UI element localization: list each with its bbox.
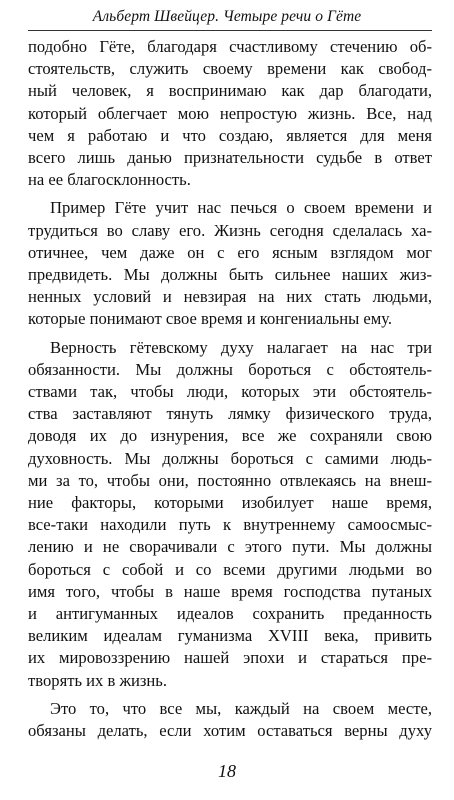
paragraph — [28, 36, 432, 191]
text-line: Верность гётевскому духу налагает на нас три — [50, 337, 432, 357]
running-head: Альберт Швейцер. Четыре речи о Гёте — [92, 8, 362, 25]
text-line: Это то, что все мы, каждый на своем месте, — [50, 698, 432, 718]
text-line: на ее благосклонность. — [28, 170, 191, 190]
text-line: духовность. Мы должны бороться с самими людь- — [28, 448, 432, 468]
text-line: трудиться во славу его. Жизнь сегодня сделалась ха- — [28, 220, 432, 240]
paragraph — [28, 197, 432, 330]
text-line: бороться с собой и со всеми другими людьми во — [28, 559, 432, 579]
text-line: великим идеалам гуманизма XVIII века, привить — [28, 626, 432, 646]
text-line: отичнее, чем даже он с его ясным взглядом мог — [28, 242, 432, 262]
text-line: обязаны делать, если хотим оставаться верны духу — [28, 721, 432, 741]
paragraph — [28, 698, 432, 742]
text-line: обязанности. Мы должны бороться с обстоятель- — [28, 359, 432, 379]
text-line: ствами так, чтобы люди, которых эти обстоятель- — [28, 382, 432, 402]
text-line: чем я работаю и что создаю, является для меня — [28, 125, 432, 145]
text-line: стоятельств, служить своему времени как свобод- — [28, 59, 432, 79]
text-line: их мировоззрению нашей эпохи и стараться пре- — [28, 648, 432, 668]
text-line: доводя их до изнурения, все же сохраняли свою — [28, 426, 432, 446]
header-rule — [28, 30, 432, 31]
text-line: всего лишь данью признательности судьбе в ответ — [28, 148, 432, 168]
text-line: которые понимают свое время и конгениальны ему. — [28, 309, 393, 329]
text-line: ный человек, я воспринимаю как дар благодати, — [28, 81, 432, 101]
text-line: который облегчает мою непростую жизнь. Все, над — [28, 103, 432, 123]
text-line: Пример Гёте учит нас печься о своем времени и — [50, 198, 432, 218]
text-line: ненных условий и невзирая на них стать людьми, — [28, 287, 432, 307]
text-line: подобно Гёте, благодаря счастливому стечению об- — [28, 37, 432, 56]
text-line: ние факторы, которыми изобилует наше время, — [28, 493, 432, 513]
paragraph — [28, 337, 432, 692]
text-line: ства заставляют тянуть лямку физического труда, — [28, 404, 432, 424]
text-line: и антигуманных идеалов сохранить преданность — [28, 604, 432, 624]
text-line: творять их в жизнь. — [28, 670, 167, 690]
text-line: предвидеть. Мы должны быть сильнее наших жиз- — [28, 265, 432, 285]
text-line: лению и не сворачивали с этого пути. Мы должны — [28, 537, 432, 557]
text-line: ми за то, чтобы они, постоянно отвлекаясь на внеш- — [28, 470, 432, 490]
page-number: 18 — [218, 761, 236, 781]
text-line: имя того, чтобы в наше время господства путаных — [28, 581, 432, 601]
text-line: все-таки находили путь к внутреннему самоосмыс- — [28, 515, 432, 535]
body-text — [28, 36, 432, 748]
